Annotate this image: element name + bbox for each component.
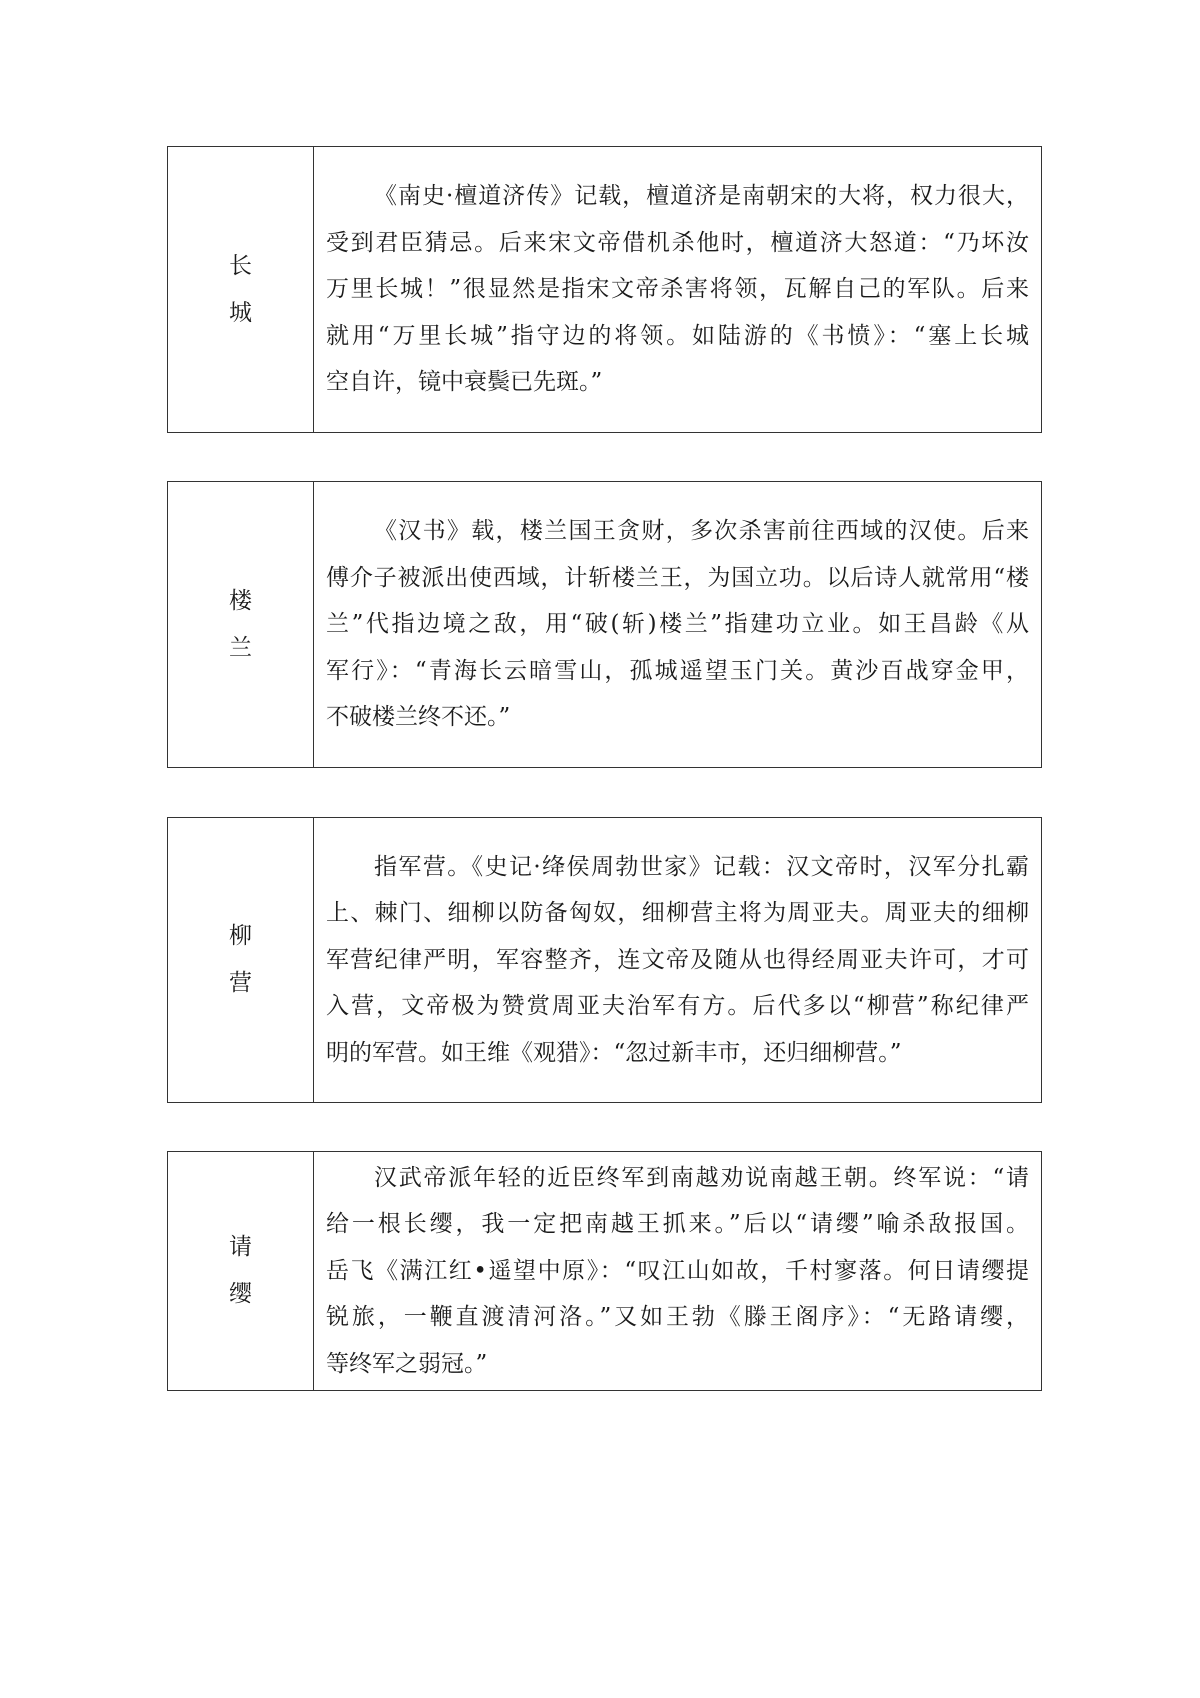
term-cell [168,1152,314,1390]
entry-table-qingying [167,1151,1042,1391]
description-line: 就用“万里长城”指守边的将领。如陆游的《书愤》：“塞上长城 [326,322,1029,349]
term-char: 兰 [229,634,252,661]
description-line: 指军营。《史记·绛侯周勃世家》记载：汉文帝时，汉军分扎霸 [374,853,1029,880]
description-line: 傅介子被派出使西域，计斩楼兰王，为国立功。以后诗人就常用“楼 [326,564,1029,591]
description-line: 上、棘门、细柳以防备匈奴，细柳营主将为周亚夫。周亚夫的细柳 [326,900,1029,927]
term-char: 营 [229,970,252,996]
term-char: 缨 [229,1281,252,1307]
term-char: 请 [229,1234,252,1260]
description-line: 空自许，镜中衰鬓已先斑。” [326,369,603,396]
description-line: 等终军之弱冠。” [326,1350,488,1377]
description-cell [314,482,1041,767]
term-cell [168,147,314,432]
description-line: 汉武帝派年轻的近臣终军到南越劝说南越王朝。终军说：“请 [374,1164,1029,1191]
term-char: 楼 [229,587,252,614]
term-cell [168,818,314,1102]
description-cell [314,147,1041,432]
entry-table-loulan [167,481,1042,768]
description-line: 兰”代指边境之敌，用“破(斩)楼兰”指建功立业。如王昌龄《从 [326,611,1029,638]
description-line: 给一根长缨，我一定把南越王抓来。”后以“请缨”喻杀敌报国。 [326,1211,1029,1238]
description-line: 万里长城！”很显然是指宋文帝杀害将领，瓦解自己的军队。后来 [326,276,1029,303]
description-line: 《南史·檀道济传》记载，檀道济是南朝宋的大将，权力很大， [374,183,1029,210]
description-line: 不破楼兰终不还。” [326,704,511,731]
term-char: 长 [229,252,252,279]
description-line: 明的军营。如王维《观猎》：“忽过新丰市，还归细柳营。” [326,1039,902,1066]
term-char: 城 [229,299,252,326]
description-line: 《汉书》载，楼兰国王贪财，多次杀害前往西域的汉使。后来 [374,518,1029,545]
description-cell [314,1152,1041,1390]
description-line: 军行》：“青海长云暗雪山，孤城遥望玉门关。黄沙百战穿金甲， [326,657,1029,684]
entry-table-liuying [167,817,1042,1103]
description-cell [314,818,1041,1102]
description-line: 军营纪律严明，军容整齐，连文帝及随从也得经周亚夫许可，才可 [326,946,1029,973]
term-cell [168,482,314,767]
entry-table-changcheng [167,146,1042,433]
description-line: 受到君臣猜忌。后来宋文帝借机杀他时，檀道济大怒道：“乃坏汝 [326,229,1029,256]
description-line: 锐旅，一鞭直渡清河洛。”又如王勃《滕王阁序》：“无路请缨， [326,1304,1029,1331]
term-char: 柳 [229,923,252,949]
description-line: 岳飞《满江红•遥望中原》：“叹江山如故，千村寥落。何日请缨提 [326,1257,1029,1284]
description-line: 入营，文帝极为赞赏周亚夫治军有方。后代多以“柳营”称纪律严 [326,993,1029,1020]
